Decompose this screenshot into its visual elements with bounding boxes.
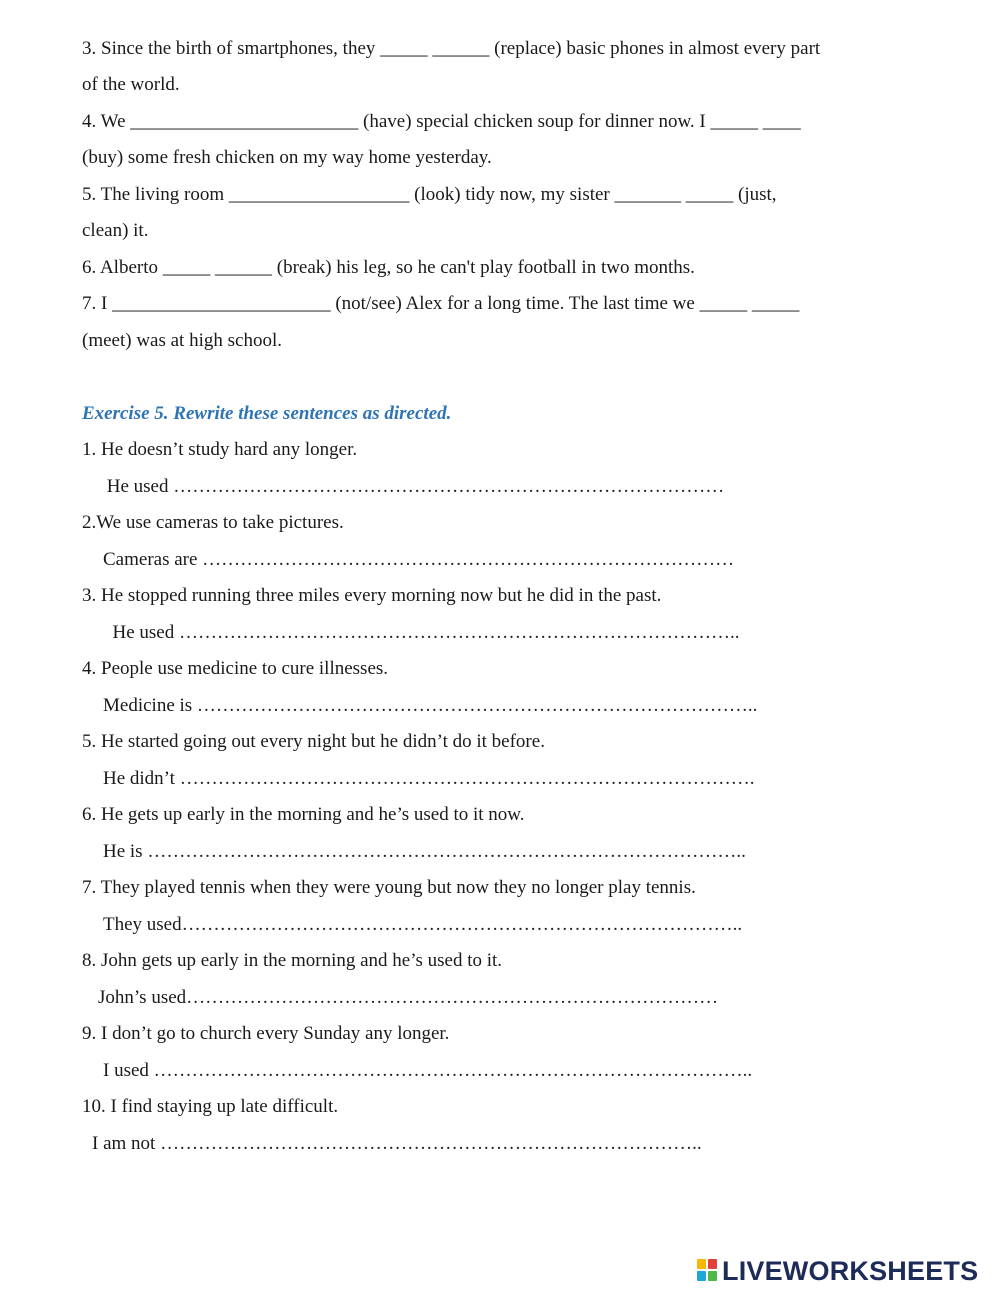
- ex4-line-5: 5. The living room ___________________ (look) tidy now, my sister _______ _____ (just,: [82, 184, 777, 205]
- ex5-question-9: 9. I don’t go to church every Sunday any longer.: [82, 1023, 450, 1044]
- ex5-question-4: 4. People use medicine to cure illnesses.: [82, 658, 389, 679]
- ex5-answer-4[interactable]: Medicine is ……………………………………………………………………………..: [103, 695, 758, 716]
- ex4-line-2: of the world.: [82, 74, 180, 95]
- ex4-line-1: 3. Since the birth of smartphones, they _____ ______ (replace) basic phones in almost every part: [82, 38, 821, 59]
- ex5-question-2: 2.We use cameras to take pictures.: [82, 512, 344, 533]
- ex5-answer-5[interactable]: He didn’t ……………………………………………………………………………….: [103, 768, 755, 789]
- ex4-line-4: (buy) some fresh chicken on my way home yesterday.: [82, 147, 492, 168]
- ex5-question-7: 7. They played tennis when they were young but now they no longer play tennis.: [82, 877, 696, 898]
- exercise-5-heading: Exercise 5. Rewrite these sentences as directed.: [82, 403, 452, 424]
- ex5-question-10: 10. I find staying up late difficult.: [82, 1096, 339, 1117]
- ex5-question-3: 3. He stopped running three miles every morning now but he did in the past.: [82, 585, 662, 606]
- ex5-answer-10[interactable]: I am not …………………………………………………………………………..: [92, 1133, 702, 1154]
- ex4-line-6: clean) it.: [82, 220, 149, 241]
- liveworksheets-logo[interactable]: [697, 1255, 978, 1287]
- ex5-answer-6[interactable]: He is …………………………………………………………………………………..: [103, 841, 746, 862]
- ex5-answer-2[interactable]: Cameras are …………………………………………………………………………: [103, 549, 735, 570]
- ex5-question-1: 1. He doesn’t study hard any longer.: [82, 439, 358, 460]
- ex4-line-7: 6. Alberto _____ ______ (break) his leg, so he can't play football in two months.: [82, 257, 695, 278]
- ex4-line-9: (meet) was at high school.: [82, 330, 282, 351]
- ex5-answer-3[interactable]: He used ……………………………………………………………………………..: [103, 622, 740, 643]
- liveworksheets-logo-icon: [697, 1259, 719, 1283]
- ex4-line-3: 4. We ________________________ (have) special chicken soup for dinner now. I _____ ____: [82, 111, 801, 132]
- ex5-question-5: 5. He started going out every night but he didn’t do it before.: [82, 731, 545, 752]
- ex5-answer-1[interactable]: He used ……………………………………………………………………………: [102, 476, 725, 497]
- logo-text: LIVEWORKSHEETS: [722, 1255, 979, 1286]
- ex5-question-8: 8. John gets up early in the morning and he’s used to it.: [82, 950, 503, 971]
- ex5-answer-9[interactable]: I used …………………………………………………………………………………..: [103, 1060, 753, 1081]
- ex5-answer-7[interactable]: They used……………………………………………………………………………..: [103, 914, 743, 935]
- ex4-line-8: 7. I _______________________ (not/see) Alex for a long time. The last time we _____ _____: [82, 293, 800, 314]
- ex5-answer-8[interactable]: John’s used…………………………………………………………………………: [98, 987, 719, 1008]
- ex5-question-6: 6. He gets up early in the morning and he’s used to it now.: [82, 804, 525, 825]
